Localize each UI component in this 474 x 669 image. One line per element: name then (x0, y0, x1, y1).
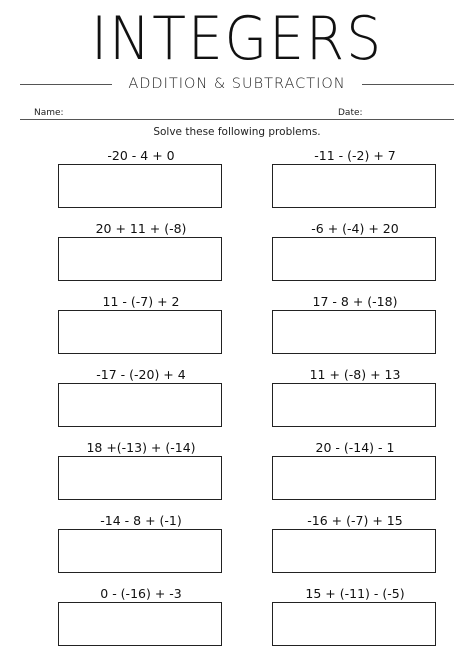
problem-expression: -16 + (-7) + 15 (307, 513, 403, 528)
answer-box[interactable] (272, 602, 436, 646)
problem-expression: 20 - (-14) - 1 (315, 440, 395, 455)
answer-box[interactable] (58, 602, 222, 646)
problem-expression: 18 +(-13) + (-14) (86, 440, 196, 455)
problem-item (266, 367, 444, 433)
title-underline-right (362, 84, 454, 85)
date-label: Date: (338, 108, 363, 118)
instructions: Solve these following problems. (153, 126, 321, 138)
name-label: Name: (34, 108, 64, 118)
problem-item (52, 440, 230, 506)
answer-box[interactable] (272, 237, 436, 281)
problem-item (266, 586, 444, 652)
answer-box[interactable] (272, 529, 436, 573)
problem-item (52, 294, 230, 360)
problem-item (52, 367, 230, 433)
answer-box[interactable] (58, 310, 222, 354)
problem-expression: -6 + (-4) + 20 (311, 221, 399, 236)
problem-item (266, 148, 444, 214)
answer-box[interactable] (272, 456, 436, 500)
problem-item (52, 148, 230, 214)
subtitle: ADDITION & SUBTRACTION (128, 76, 346, 92)
problem-item (266, 294, 444, 360)
problem-expression: -17 - (-20) + 4 (96, 367, 186, 382)
problem-item (266, 440, 444, 506)
problem-item (52, 221, 230, 287)
problem-expression: -20 - 4 + 0 (107, 148, 175, 163)
answer-box[interactable] (272, 164, 436, 208)
problem-item (52, 586, 230, 652)
answer-box[interactable] (58, 164, 222, 208)
problem-expression: 11 - (-7) + 2 (102, 294, 180, 309)
answer-box[interactable] (58, 456, 222, 500)
answer-box[interactable] (272, 383, 436, 427)
problem-expression: 17 - 8 + (-18) (312, 294, 398, 309)
problem-expression: 11 + (-8) + 13 (309, 367, 401, 382)
problem-item (266, 221, 444, 287)
problem-expression: 20 + 11 + (-8) (95, 221, 187, 236)
answer-box[interactable] (58, 237, 222, 281)
problem-expression: -11 - (-2) + 7 (314, 148, 396, 163)
answer-box[interactable] (58, 529, 222, 573)
answer-box[interactable] (58, 383, 222, 427)
answer-box[interactable] (272, 310, 436, 354)
problem-expression: 0 - (-16) + -3 (100, 586, 182, 601)
problem-item (266, 513, 444, 579)
name-date-line (20, 119, 454, 120)
problem-item (52, 513, 230, 579)
problem-expression: 15 + (-11) - (-5) (305, 586, 405, 601)
page-title: INTEGERS (91, 4, 383, 74)
problem-expression: -14 - 8 + (-1) (100, 513, 182, 528)
